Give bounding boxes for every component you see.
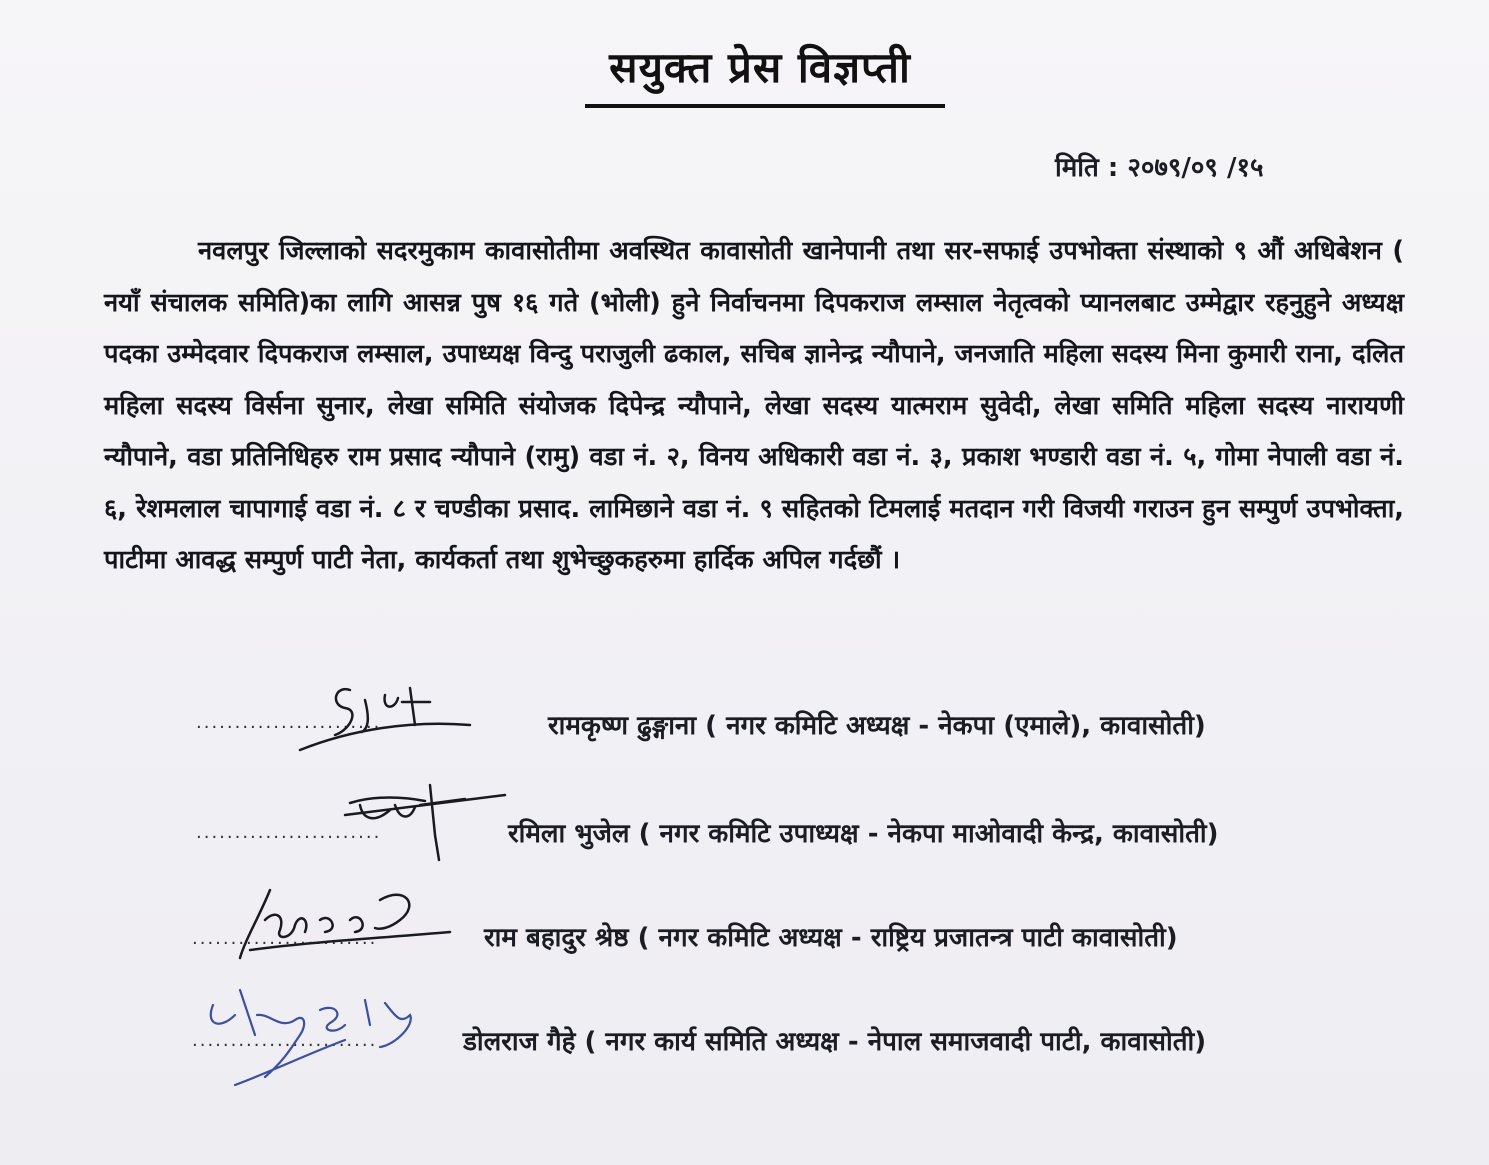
- signature-dots: ........................: [196, 822, 382, 843]
- signatory-label: राम बहादुर श्रेष्ठ ( नगर कमिटि अध्यक्ष - राष्ट्रिय प्रजातन्त्र पाटी कावासोती): [484, 923, 1178, 953]
- signature-image: [230, 880, 460, 970]
- signature-dots: ........................: [196, 712, 382, 733]
- signature-image: [335, 775, 515, 865]
- body-paragraph: नवलपुर जिल्लाको सदरमुकाम कावासोतीमा अवस्थित कावासोती खानेपानी तथा सर-सफाई उपभोक्ता संस्थाको ९ औं अधिबेशन ( नयाँ संचालक समिति)का लागि आसन्न पुष १६ गते (भोली) हुने निर्वाचनमा दिपकराज लम्साल नेतृत्वको प्यानलबाट उम्मेद्वार रहनुहुने अध्यक्ष पदका उम्मेदवार दिपकराज लम्साल, उपाध्यक्ष विन्दु पराजुली ढकाल, सचिब ज्ञानेन्द्र न्यौपाने, जनजाति महिला सदस्य मिना कुमारी राना, दलित महिला सदस्य विर्सना सुनार, लेखा समिति संयोजक दिपेन्द्र न्यौपाने, लेखा सदस्य यात्मराम सुवेदी, लेखा समिति महिला सदस्य नारायणी न्यौपाने, वडा प्रतिनिधिहरु राम प्रसाद न्यौपाने (रामु) वडा नं. २, विनय अधिकारी वडा नं. ३, प्रकाश भण्डारी वडा नं. ५, गोमा नेपाली वडा नं. ६, रेशमलाल चापागाई वडा नं. ८ र चण्डीका प्रसाद. लामिछाने वडा नं. ९ सहितको टिमलाई मतदान गरी विजयी गराउन हुन सम्पुर्ण उपभोक्ता, पाटीमा आवद्ध सम्पुर्ण पाटी नेता, कार्यकर्ता तथा शुभेच्छुकहरुमा हार्दिक अपिल गर्दछौं ।: [104, 236, 1404, 575]
- title-underline: [585, 104, 945, 108]
- signature-dots: ........................: [192, 928, 378, 949]
- document-title: सयुक्त प्रेस विज्ञप्ती: [609, 43, 911, 92]
- signatory-label: रमिला भुजेल ( नगर कमिटि उपाध्यक्ष - नेकपा माओवादी केन्द्र, कावासोती): [508, 819, 1219, 849]
- signatory-label: रामकृष्ण ढुङ्गाना ( नगर कमिटि अध्यक्ष - नेकपा (एमाले), कावासोती): [548, 711, 1206, 741]
- signature-dots: ........................: [192, 1030, 378, 1051]
- signatory-label: डोलराज गैहे ( नगर कार्य समिति अध्यक्ष - नेपाल समाजवादी पाटी, कावासोती): [463, 1027, 1207, 1057]
- document-date: मिति : २०७९/०९ /१५: [1055, 153, 1264, 183]
- signature-image: [290, 680, 490, 760]
- signature-image: [195, 985, 455, 1095]
